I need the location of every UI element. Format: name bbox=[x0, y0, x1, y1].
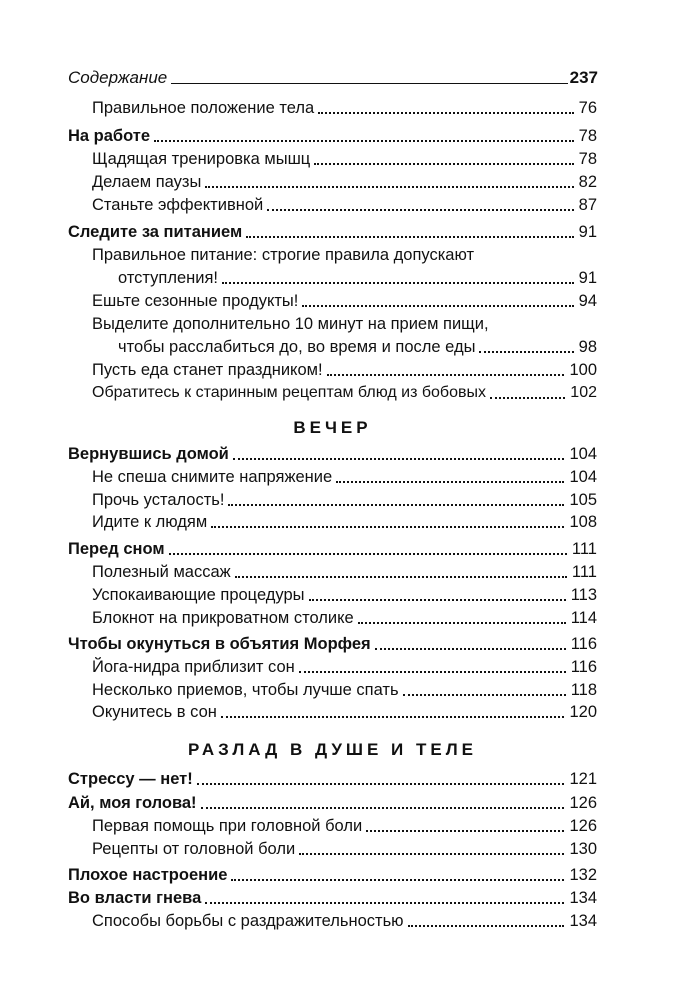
toc-entry bbox=[118, 335, 597, 359]
toc-entry-label: Первая помощь при головной боли bbox=[92, 816, 363, 835]
toc-chapter-page: 116 bbox=[570, 634, 597, 653]
section-heading: ВЕЧЕР bbox=[293, 418, 372, 437]
toc-chapter bbox=[68, 767, 597, 791]
toc-entry-label: Пусть еда станет праздником! bbox=[92, 360, 323, 379]
toc-chapter bbox=[68, 220, 597, 244]
dot-leader bbox=[302, 305, 573, 307]
toc-chapter-label: Плохое настроение bbox=[68, 865, 228, 884]
dot-leader bbox=[299, 853, 564, 855]
toc-entry-page: 126 bbox=[569, 816, 597, 835]
page-number: 237 bbox=[569, 68, 598, 87]
toc-entry-line1 bbox=[92, 243, 474, 267]
toc-entry-page: 118 bbox=[570, 680, 597, 699]
toc-entry-page: 116 bbox=[570, 657, 597, 676]
toc-entry-page: 82 bbox=[578, 172, 597, 191]
toc-chapter-page: 111 bbox=[571, 539, 597, 558]
toc-entry-label: Правильное питание: строгие правила допускают bbox=[92, 245, 475, 264]
toc-chapter-page: 78 bbox=[578, 126, 597, 145]
toc-entry-page: 100 bbox=[569, 360, 597, 379]
toc-entry bbox=[92, 583, 597, 607]
toc-chapter-page: 126 bbox=[569, 793, 597, 812]
dot-leader bbox=[408, 925, 565, 927]
toc-entry-label: Ешьте сезонные продукты! bbox=[92, 291, 299, 310]
toc-entry-label: Окунитесь в сон bbox=[92, 702, 217, 721]
toc-chapter bbox=[68, 537, 597, 561]
running-head-title: Содержание bbox=[68, 68, 168, 87]
toc-entry-label: Несколько приемов, чтобы лучше спать bbox=[92, 680, 399, 699]
toc-chapter-label: Следите за питанием bbox=[68, 222, 243, 241]
dot-leader bbox=[154, 140, 574, 142]
toc-entry-line1 bbox=[92, 312, 489, 336]
toc-entry bbox=[92, 465, 597, 489]
toc-entry-label: Не спеша снимите напряжение bbox=[92, 467, 333, 486]
dot-leader bbox=[490, 397, 565, 399]
toc-entry bbox=[92, 193, 597, 217]
dot-leader bbox=[233, 458, 565, 460]
toc-chapter-page: 132 bbox=[569, 865, 597, 884]
toc-entry-label: Йога-нидра приблизит сон bbox=[92, 657, 295, 676]
dot-leader bbox=[235, 576, 567, 578]
toc-entry bbox=[92, 560, 597, 584]
toc-entry bbox=[92, 814, 597, 838]
dot-leader bbox=[318, 112, 574, 114]
toc-entry bbox=[92, 606, 597, 630]
toc-entry bbox=[92, 510, 597, 534]
toc-entry-page: 130 bbox=[569, 839, 597, 858]
toc-entry-label: Прочь усталость! bbox=[92, 490, 225, 509]
toc-entry bbox=[92, 678, 597, 702]
toc-chapter bbox=[68, 886, 597, 910]
toc-chapter bbox=[68, 442, 597, 466]
toc-entry-label: Делаем паузы bbox=[92, 172, 202, 191]
toc-entry-page: 105 bbox=[569, 490, 597, 509]
dot-leader bbox=[336, 481, 564, 483]
toc-entry bbox=[92, 837, 597, 861]
toc-chapter-label: Чтобы окунуться в объятия Морфея bbox=[68, 634, 371, 653]
toc-chapter-page: 121 bbox=[569, 769, 597, 788]
toc-entry bbox=[92, 488, 597, 512]
toc-entry-label: Идите к людям bbox=[92, 512, 208, 531]
dot-leader bbox=[228, 504, 564, 506]
toc-chapter-label: Вернувшись домой bbox=[68, 444, 229, 463]
toc-chapter-page: 91 bbox=[578, 222, 597, 241]
toc-entry-page: 108 bbox=[569, 512, 597, 531]
toc-entry bbox=[92, 655, 597, 679]
toc-entry-page: 120 bbox=[569, 702, 597, 721]
toc-chapter bbox=[68, 863, 597, 887]
toc-entry bbox=[92, 909, 597, 933]
toc-entry-label: Способы борьбы с раздражительностью bbox=[92, 911, 404, 930]
toc-entry-page: 113 bbox=[570, 585, 597, 604]
dot-leader bbox=[314, 163, 573, 165]
dot-leader bbox=[375, 648, 566, 650]
toc-entry-page: 76 bbox=[578, 98, 597, 117]
toc-entry-page: 102 bbox=[570, 384, 597, 401]
dot-leader bbox=[221, 716, 565, 718]
toc-entry-page: 94 bbox=[578, 291, 597, 310]
toc-entry-label: Полезный массаж bbox=[92, 562, 231, 581]
toc-entry-page: 98 bbox=[578, 337, 597, 356]
toc-entry-page: 78 bbox=[578, 149, 597, 168]
toc-chapter bbox=[68, 124, 597, 148]
toc-entry-label: Выделите дополнительно 10 минут на прием пищи, bbox=[92, 314, 489, 333]
section-heading: РАЗЛАД В ДУШЕ И ТЕЛЕ bbox=[188, 740, 477, 759]
toc-entry-page: 114 bbox=[570, 608, 597, 627]
toc-entry-label: Блокнот на прикроватном столике bbox=[92, 608, 354, 627]
dot-leader bbox=[197, 783, 565, 785]
toc-chapter-label: Во власти гнева bbox=[68, 888, 202, 907]
dot-leader bbox=[366, 830, 564, 832]
dot-leader bbox=[309, 599, 566, 601]
dot-leader bbox=[267, 209, 573, 211]
toc-entry-label: Щадящая тренировка мышц bbox=[92, 149, 311, 168]
dot-leader bbox=[358, 622, 566, 624]
toc-entry-label: Правильное положение тела bbox=[92, 98, 315, 117]
toc-chapter-page: 134 bbox=[569, 888, 597, 907]
dot-leader bbox=[169, 553, 567, 555]
dot-leader bbox=[201, 807, 565, 809]
toc-entry-label: Станьте эффективной bbox=[92, 195, 264, 214]
dot-leader bbox=[327, 374, 565, 376]
toc-chapter-page: 104 bbox=[569, 444, 597, 463]
toc-entry bbox=[92, 381, 597, 405]
toc-entry-label: Рецепты от головной боли bbox=[92, 839, 296, 858]
toc-entry-page: 134 bbox=[569, 911, 597, 930]
dot-leader bbox=[205, 902, 564, 904]
toc-chapter-label: Ай, моя голова! bbox=[68, 793, 197, 812]
toc-entry bbox=[92, 289, 597, 313]
toc-entry-page: 104 bbox=[569, 467, 597, 486]
dot-leader bbox=[205, 186, 573, 188]
toc-entry bbox=[92, 700, 597, 724]
toc-entry-label: чтобы расслабиться до, во время и после еды bbox=[118, 337, 476, 356]
toc-entry-page: 87 bbox=[578, 195, 597, 214]
dot-leader bbox=[246, 236, 573, 238]
toc-chapter-label: На работе bbox=[68, 126, 151, 145]
toc-chapter bbox=[68, 791, 597, 815]
toc-entry bbox=[92, 358, 597, 382]
toc-entry bbox=[92, 96, 597, 120]
toc-entry-page: 111 bbox=[571, 562, 597, 581]
dot-leader bbox=[231, 879, 564, 881]
dot-leader bbox=[211, 526, 564, 528]
toc-entry-label: Обратитесь к старинным рецептам блюд из бобовых bbox=[92, 384, 486, 401]
toc-chapter bbox=[68, 632, 597, 656]
toc-entry bbox=[92, 170, 597, 194]
toc-entry bbox=[92, 147, 597, 171]
dot-leader bbox=[299, 671, 566, 673]
toc-entry-label: Успокаивающие процедуры bbox=[92, 585, 305, 604]
toc-entry bbox=[118, 266, 597, 290]
running-head bbox=[68, 62, 598, 88]
toc-entry-label: отступления! bbox=[118, 268, 219, 287]
dot-leader bbox=[403, 694, 566, 696]
toc-chapter-label: Перед сном bbox=[68, 539, 165, 558]
dot-leader bbox=[479, 351, 573, 353]
toc-chapter-label: Стрессу — нет! bbox=[68, 769, 193, 788]
toc-entry-page: 91 bbox=[578, 268, 597, 287]
dot-leader bbox=[222, 282, 574, 284]
running-head-rule bbox=[171, 83, 567, 84]
